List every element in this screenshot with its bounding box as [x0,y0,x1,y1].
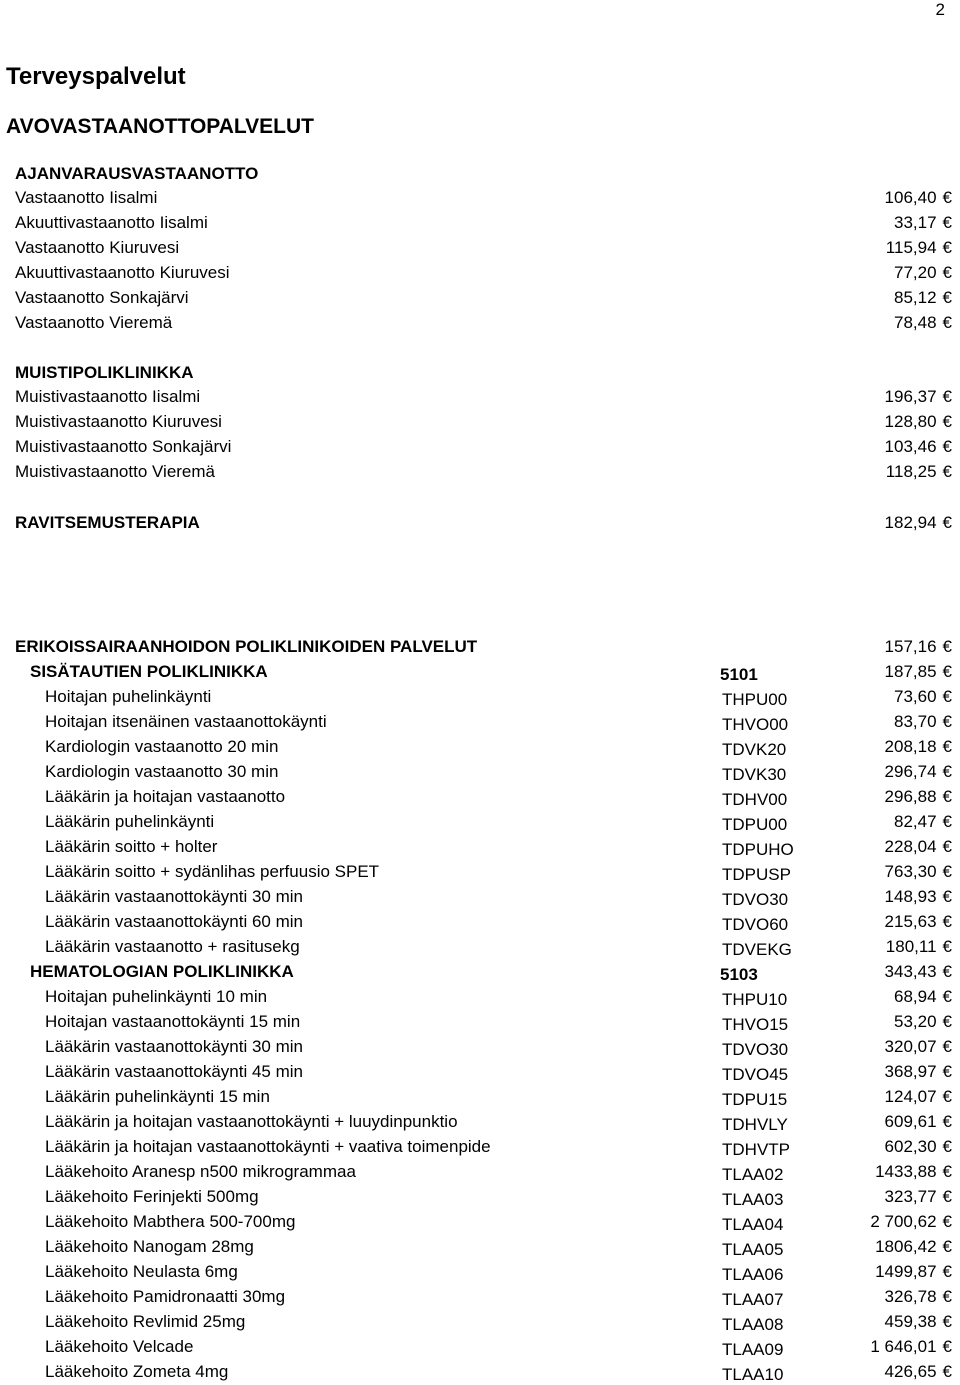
table-row [0,1087,952,1109]
euro-icon: € [942,1287,952,1306]
list-item [0,288,952,310]
table-row-code: TLAA08 [722,1315,784,1334]
table-row-amount: 1806,42 [875,1237,937,1256]
table-row-code: THPU00 [722,690,788,709]
table-row-amount-cell [812,837,952,857]
table-row-amount-cell [812,937,952,957]
euro-icon: € [942,1187,952,1206]
table-row-amount: 320,07 [884,1037,937,1056]
table-row-code: TDVO60 [722,915,789,934]
table-row [0,787,952,809]
table-row-label: Lääkehoito Velcade [45,1337,194,1356]
group-heading-label: AJANVARAUSVASTAANOTTO [15,164,259,183]
table-row-code: THPU10 [722,990,788,1009]
table-row-code: TDVK30 [722,765,787,784]
group-heading [0,363,952,385]
list-item-amount-cell [812,263,952,283]
table-row-code: TDVEKG [722,940,792,959]
list-item-amount-cell [812,188,952,208]
euro-icon: € [942,387,952,406]
table-row-amount-cell [812,1162,952,1182]
list-item-amount-cell [812,313,952,333]
list-item [0,213,952,235]
table-row-amount: 1433,88 [875,1162,937,1181]
table-row-amount: 1 646,01 [870,1337,937,1356]
list-item-label: Vastaanotto Vieremä [15,313,173,332]
list-item [0,188,952,210]
table-row [0,1287,952,1309]
euro-icon: € [942,1337,952,1356]
table-row [0,712,952,734]
list-item-amount: 33,17 [893,213,937,232]
table-row-amount-cell [812,1062,952,1082]
clinic-heading-code: 5103 [720,965,758,984]
table-row-code: TDHV00 [722,790,788,809]
table-row [0,837,952,859]
list-item-amount: 118,25 [885,462,937,481]
euro-icon: € [942,213,952,232]
table-row-amount-cell [812,1137,952,1157]
table-row-label: Lääkärin vastaanottokäynti 30 min [45,887,303,906]
euro-icon: € [942,762,952,781]
euro-icon: € [942,288,952,307]
table-row-code: TLAA10 [722,1365,784,1384]
table-row-label: Lääkärin soitto + sydänlihas perfuusio SPET [45,862,380,881]
list-item-label: Akuuttivastaanotto Kiuruvesi [15,263,230,282]
table-row [0,1212,952,1234]
euro-icon: € [942,1212,952,1231]
clinic-heading-amount-cell [812,962,952,982]
table-row-label: Lääkärin vastaanottokäynti 30 min [45,1037,303,1056]
table-row [0,1237,952,1259]
table-row-label: Lääkehoito Ferinjekti 500mg [45,1187,259,1206]
table-row [0,987,952,1009]
table-row [0,1012,952,1034]
table-row [0,1037,952,1059]
group-heading [0,164,952,186]
erikoissairaanhoito-heading-amount-cell [812,637,952,657]
table-row [0,1362,952,1384]
table-row-amount: 296,88 [884,787,937,806]
table-row-label: Hoitajan puhelinkäynti [45,687,212,706]
euro-icon: € [942,238,952,257]
list-item [0,462,952,484]
euro-icon: € [942,263,952,282]
table-row [0,1162,952,1184]
clinic-heading-code: 5101 [720,665,758,684]
table-row-code: TDPUHO [722,840,794,859]
euro-icon: € [942,937,952,956]
table-row-amount-cell [812,1112,952,1132]
list-item-amount: 115,94 [885,238,937,257]
table-row-amount: 326,78 [884,1287,937,1306]
table-row-code: TLAA04 [722,1215,784,1234]
table-row-label: Lääkärin ja hoitajan vastaanottokäynti + luuydinpunktio [45,1112,458,1131]
list-item-amount-cell [812,387,952,407]
table-row-amount: 228,04 [884,837,937,856]
table-row-amount: 148,93 [884,887,937,906]
table-row [0,737,952,759]
table-row-amount: 1499,87 [875,1262,937,1281]
list-item-label: Muistivastaanotto Sonkajärvi [15,437,232,456]
table-row [0,912,952,934]
table-row-amount-cell [812,1337,952,1357]
table-row-label: Lääkehoito Zometa 4mg [45,1362,229,1381]
ravitsemusterapia-row-amount: 182,94 [884,513,937,532]
clinic-heading-amount: 343,43 [884,962,937,981]
table-row-amount-cell [812,912,952,932]
table-row-label: Lääkehoito Revlimid 25mg [45,1312,246,1331]
table-row-amount-cell [812,787,952,807]
table-row-label: Lääkehoito Nanogam 28mg [45,1237,254,1256]
table-row-amount: 180,11 [885,937,937,956]
table-row-amount-cell [812,1037,952,1057]
table-row-amount: 763,30 [884,862,937,881]
table-row-amount-cell [812,762,952,782]
clinic-heading-amount: 187,85 [884,662,937,681]
table-row-amount-cell [812,687,952,707]
table-row-label: Lääkehoito Mabthera 500-700mg [45,1212,296,1231]
table-row-amount: 53,20 [893,1012,937,1031]
table-row-amount: 323,77 [884,1187,937,1206]
ravitsemusterapia-row-amount-cell [812,513,952,533]
table-row-amount: 426,65 [884,1362,937,1381]
table-row-amount: 73,60 [893,687,937,706]
euro-icon: € [942,313,952,332]
list-item-amount-cell [812,462,952,482]
euro-icon: € [942,862,952,881]
table-row-code: TDVO45 [722,1065,789,1084]
list-item-amount: 196,37 [884,387,937,406]
table-row-code: TDPU00 [722,815,788,834]
table-row-label: Lääkärin ja hoitajan vastaanottokäynti + vaativa toimenpide [45,1137,491,1156]
euro-icon: € [942,1112,952,1131]
table-row-label: Lääkärin ja hoitajan vastaanotto [45,787,286,806]
list-item-amount-cell [812,213,952,233]
list-item-amount: 128,80 [884,412,937,431]
list-item-label: Vastaanotto Kiuruvesi [15,238,180,257]
list-item [0,387,952,409]
euro-icon: € [942,462,952,481]
list-item-label: Muistivastaanotto Vieremä [15,462,216,481]
euro-icon: € [942,1012,952,1031]
table-row-code: THVO15 [722,1015,789,1034]
table-row-amount: 124,07 [884,1087,937,1106]
section-title: AVOVASTAANOTTOPALVELUT [6,115,314,138]
list-item-amount-cell [812,412,952,432]
euro-icon: € [942,412,952,431]
euro-icon: € [942,1037,952,1056]
table-row-code: TLAA06 [722,1265,784,1284]
clinic-heading-label: SISÄTAUTIEN POLIKLINIKKA [30,662,268,681]
table-row-amount: 459,38 [884,1312,937,1331]
table-row [0,1262,952,1284]
group-heading-label: MUISTIPOLIKLINIKKA [15,363,194,382]
table-row-code: TLAA07 [722,1290,784,1309]
table-row-amount: 215,63 [884,912,937,931]
euro-icon: € [942,962,952,981]
table-row-label: Lääkärin vastaanottokäynti 45 min [45,1062,303,1081]
clinic-heading [0,962,952,984]
table-row-code: TDPU15 [722,1090,788,1109]
table-row-code: TDVO30 [722,1040,789,1059]
table-row-amount-cell [812,1362,952,1382]
table-row [0,1337,952,1359]
table-row-label: Lääkärin puhelinkäynti [45,812,215,831]
table-row-label: Kardiologin vastaanotto 30 min [45,762,279,781]
table-row-code: TDHVLY [722,1115,788,1134]
ravitsemusterapia-row [0,513,952,535]
table-row-amount-cell [812,1012,952,1032]
euro-icon: € [942,787,952,806]
table-row-amount-cell [812,1312,952,1332]
table-row-amount-cell [812,812,952,832]
euro-icon: € [942,737,952,756]
euro-icon: € [942,912,952,931]
table-row [0,937,952,959]
list-item [0,437,952,459]
table-row-label: Kardiologin vastaanotto 20 min [45,737,279,756]
euro-icon: € [942,513,952,532]
table-row-code: TDPUSP [722,865,791,884]
table-row-label: Hoitajan puhelinkäynti 10 min [45,987,268,1006]
table-row-amount: 2 700,62 [870,1212,937,1231]
table-row-code: TDVO30 [722,890,789,909]
list-item [0,412,952,434]
table-row [0,1062,952,1084]
euro-icon: € [942,637,952,656]
list-item-amount: 77,20 [893,263,937,282]
table-row [0,1137,952,1159]
erikoissairaanhoito-heading-amount: 157,16 [884,637,937,656]
euro-icon: € [942,887,952,906]
table-row-label: Lääkehoito Neulasta 6mg [45,1262,238,1281]
list-item-amount-cell [812,238,952,258]
table-row-code: TDHVTP [722,1140,790,1159]
table-row-label: Lääkärin soitto + holter [45,837,218,856]
list-item-amount-cell [812,437,952,457]
euro-icon: € [942,837,952,856]
list-item-amount: 85,12 [893,288,937,307]
list-item-label: Vastaanotto Iisalmi [15,188,158,207]
euro-icon: € [942,712,952,731]
table-row-amount: 83,70 [893,712,937,731]
euro-icon: € [942,1312,952,1331]
table-row-code: TLAA02 [722,1165,784,1184]
list-item [0,238,952,260]
euro-icon: € [942,1062,952,1081]
table-row-code: TLAA03 [722,1190,784,1209]
table-row [0,812,952,834]
euro-icon: € [942,687,952,706]
euro-icon: € [942,662,952,681]
euro-icon: € [942,1362,952,1381]
table-row [0,762,952,784]
table-row-label: Hoitajan vastaanottokäynti 15 min [45,1012,301,1031]
list-item [0,263,952,285]
table-row-label: Lääkehoito Pamidronaatti 30mg [45,1287,286,1306]
table-row-label: Lääkärin vastaanottokäynti 60 min [45,912,303,931]
table-row-amount: 82,47 [893,812,937,831]
table-row-amount-cell [812,737,952,757]
table-row-code: TLAA09 [722,1340,784,1359]
euro-icon: € [942,1137,952,1156]
list-item-label: Muistivastaanotto Iisalmi [15,387,201,406]
erikoissairaanhoito-heading [0,637,952,659]
table-row-label: Lääkärin puhelinkäynti 15 min [45,1087,270,1106]
list-item-amount: 78,48 [893,313,937,332]
clinic-heading [0,662,952,684]
euro-icon: € [942,1237,952,1256]
table-row-amount-cell [812,1237,952,1257]
list-item [0,313,952,335]
list-item-amount: 106,40 [884,188,937,207]
list-item-label: Muistivastaanotto Kiuruvesi [15,412,222,431]
euro-icon: € [942,1162,952,1181]
table-row [0,687,952,709]
table-row-amount-cell [812,712,952,732]
euro-icon: € [942,437,952,456]
table-row-label: Lääkehoito Aranesp n500 mikrogrammaa [45,1162,356,1181]
table-row [0,1312,952,1334]
euro-icon: € [942,188,952,207]
table-row-amount-cell [812,862,952,882]
table-row-amount: 68,94 [893,987,937,1006]
table-row-amount-cell [812,1287,952,1307]
table-row-code: TLAA05 [722,1240,784,1259]
erikoissairaanhoito-heading-label: ERIKOISSAIRAANHOIDON POLIKLINIKOIDEN PALVELUT [15,637,478,656]
table-row-label: Hoitajan itsenäinen vastaanottokäynti [45,712,327,731]
table-row-amount-cell [812,1087,952,1107]
clinic-heading-amount-cell [812,662,952,682]
table-row-code: THVO00 [722,715,789,734]
table-row [0,1112,952,1134]
table-row-amount: 208,18 [884,737,937,756]
table-row-amount: 368,97 [884,1062,937,1081]
list-item-label: Akuuttivastaanotto Iisalmi [15,213,208,232]
euro-icon: € [942,1087,952,1106]
table-row-amount-cell [812,1212,952,1232]
table-row [0,1187,952,1209]
table-row-amount-cell [812,987,952,1007]
page-title: Terveyspalvelut [6,63,186,90]
euro-icon: € [942,1262,952,1281]
list-item-amount-cell [812,288,952,308]
table-row [0,887,952,909]
list-item-label: Vastaanotto Sonkajärvi [15,288,189,307]
table-row-label: Lääkärin vastaanotto + rasitusekg [45,937,300,956]
table-row-amount-cell [812,1187,952,1207]
list-item-amount: 103,46 [884,437,937,456]
table-row-amount: 296,74 [884,762,937,781]
table-row-amount-cell [812,887,952,907]
ravitsemusterapia-row-label: RAVITSEMUSTERAPIA [15,513,200,532]
clinic-heading-label: HEMATOLOGIAN POLIKLINIKKA [30,962,294,981]
table-row-code: TDVK20 [722,740,787,759]
euro-icon: € [942,987,952,1006]
table-row-amount: 609,61 [884,1112,937,1131]
euro-icon: € [942,812,952,831]
table-row [0,862,952,884]
table-row-amount: 602,30 [884,1137,937,1156]
table-row-amount-cell [812,1262,952,1282]
page-number: 2 [935,0,945,19]
